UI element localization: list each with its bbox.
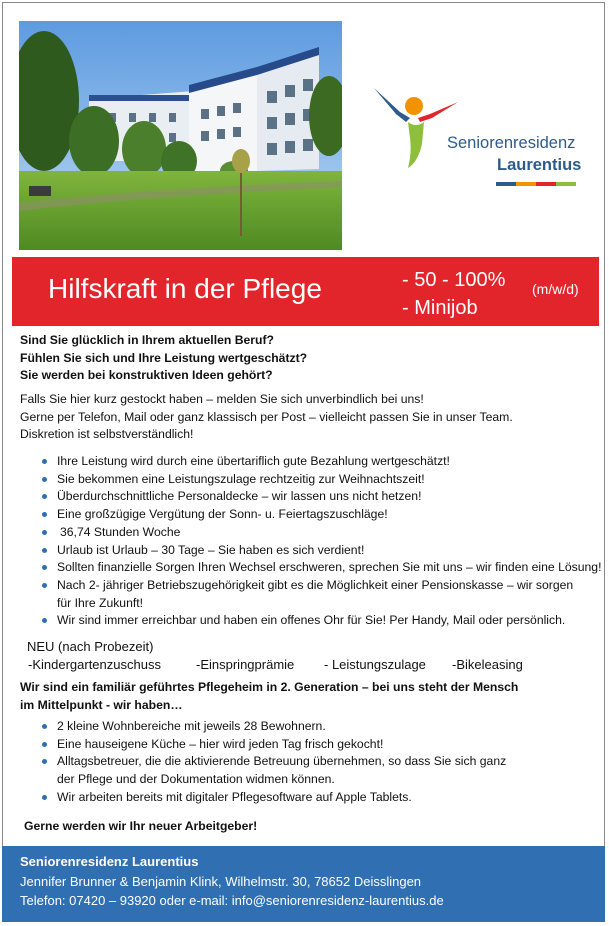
footer-name: Seniorenresidenz Laurentius [20,854,199,869]
list-item: 36,74 Stunden Woche [40,524,600,542]
footer-contact: Telefon: 07420 – 93920 oder e-mail: info@seniorenresidenz-laurentius.de [20,893,444,908]
building-photo [19,21,342,250]
logo-line2: Laurentius [497,156,582,174]
list-item: Eine hauseigene Küche – hier wird jeden Tag frisch gekocht! [40,736,600,754]
intro-line: Diskretion ist selbstverständlich! [20,427,194,441]
new-benefit-item: -Bikeleasing [452,657,523,672]
list-item: Nach 2- jähriger Betriebszugehörigkeit gibt es die Möglichkeit einer Pensionskasse – wir sorgen [40,577,600,595]
list-item: Sie bekommen eine Leistungszulage rechtzeitig zur Weihnachtszeit! [40,471,600,489]
new-benefits-list [28,656,588,674]
question-line: Fühlen Sie sich und Ihre Leistung wertgeschätzt? [20,350,308,365]
job-title-banner [12,257,599,326]
footer-address: Jennifer Brunner & Benjamin Klink, Wilhelmstr. 30, 78652 Deisslingen [20,874,422,889]
benefits-list [40,453,600,630]
list-item-continuation: der Pflege und der Dokumentation widmen können. [57,772,335,787]
job-percent: - 50 - 100% [402,269,506,291]
job-minijob: - Minijob [402,297,478,319]
intro-questions [20,332,595,385]
list-item-continuation: für Ihre Zukunft! [57,595,144,610]
new-benefit-item: - Leistungszulage [324,657,426,672]
list-item: Sollten finanzielle Sorgen Ihren Wechsel erschweren, sprechen Sie mit uns – wir finden eine Lösung! [40,559,600,577]
closing-line: Gerne werden wir Ihr neuer Arbeitgeber! [24,819,258,833]
new-benefit-item: -Kindergartenzuschuss [28,657,161,672]
family-line: Wir sind ein familiär geführtes Pflegeheim in 2. Generation – bei uns steht der Mensch [20,680,519,694]
question-line: Sie werden bei konstruktiven Ideen gehört? [20,368,273,382]
list-item: Wir sind immer erreichbar und haben ein offenes Ohr für Sie! Per Handy, Mail oder persönlich. [40,612,600,630]
list-item: Alltagsbetreuer, die die aktivierende Betreuung übernehmen, so dass Sie sich ganz [40,753,600,771]
list-item: 2 kleine Wohnbereiche mit jeweils 28 Bewohnern. [40,718,600,736]
logo-line1: Seniorenresidenz [447,134,576,152]
list-item: Überdurchschnittliche Personaldecke – wir lassen uns nicht hetzen! [40,488,600,506]
gender-note: (m/w/d) [532,281,579,297]
list-item: Urlaub ist Urlaub – 30 Tage – Sie haben es sich verdient! [40,542,600,560]
intro-line: Falls Sie hier kurz gestockt haben – melden Sie sich unverbindlich bei uns! [20,392,424,406]
logo-wordmark [447,132,597,176]
family-paragraph [20,679,595,714]
list-item: Wir arbeiten bereits mit digitaler Pflegesoftware auf Apple Tablets. [40,789,600,807]
new-benefits-heading: NEU (nach Probezeit) [27,639,154,654]
list-item: Eine großzügige Vergütung der Sonn- u. Feiertagszuschläge! [40,506,600,524]
family-line: im Mittelpunkt - wir haben… [20,697,183,712]
intro-line: Gerne per Telefon, Mail oder ganz klassisch per Post – vielleicht passen Sie in unser Team. [20,409,513,424]
intro-paragraph [20,391,595,444]
logo-color-bar [496,182,576,186]
features-list [40,718,600,807]
list-item: Ihre Leistung wird durch eine übertariflich gute Bezahlung wertgeschätzt! [40,453,600,471]
job-title: Hilfskraft in der Pflege [48,273,322,304]
contact-footer [2,846,605,922]
new-benefit-item: -Einspringprämie [196,657,295,672]
question-line: Sind Sie glücklich in Ihrem aktuellen Beruf? [20,333,274,347]
